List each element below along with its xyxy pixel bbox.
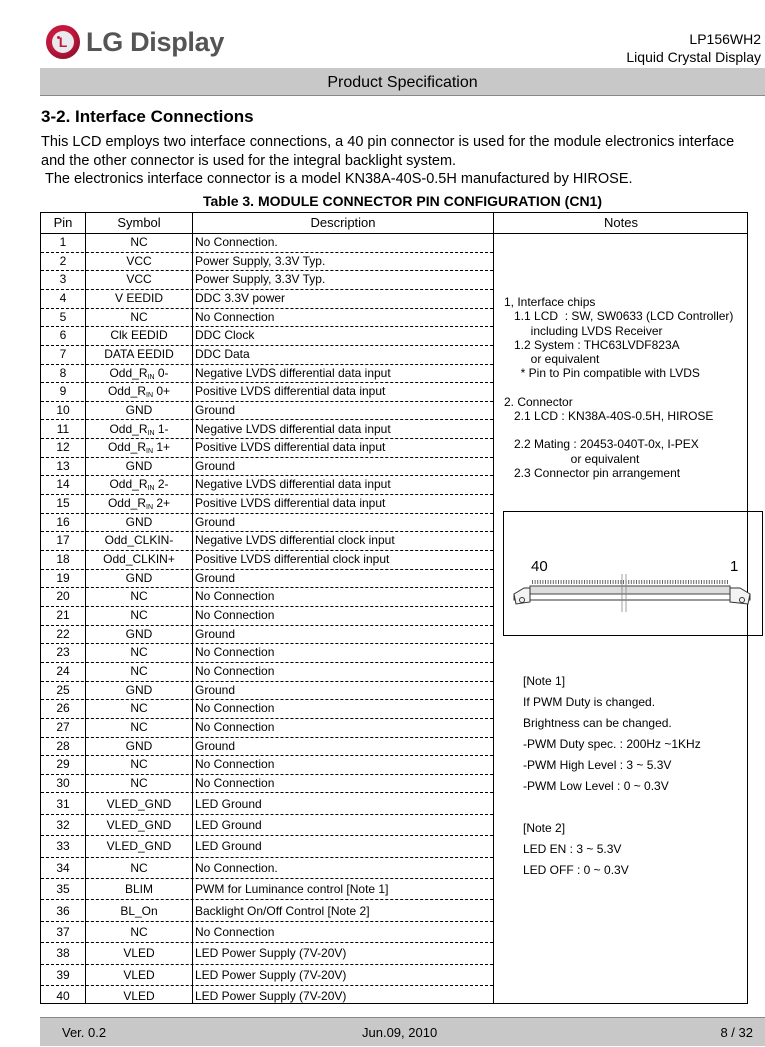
pin-number: 33 [56,839,70,854]
footer-date: Jun.09, 2010 [362,1025,438,1040]
pin-number: 21 [56,608,70,622]
lg-logo-icon: L [46,25,80,59]
pin-symbol: GND [125,458,153,473]
table-row [41,756,493,775]
pin-description: Ground [195,514,236,529]
pin-description: No Connection [195,645,275,660]
table-row [41,836,493,857]
table-row [41,421,493,440]
symbol-suffix: 1+ [153,440,171,455]
pin-description: Negative LVDS differential data input [195,365,391,380]
pin-number: 29 [56,757,70,772]
table-row [41,700,493,719]
model-block [626,30,761,66]
pin-description: Backlight On/Off Control [Note 2] [195,903,370,918]
symbol-subscript: IN [146,448,153,456]
symbol-suffix: 0+ [153,384,171,399]
table-row [41,253,493,272]
symbol-subscript: IN [147,485,155,493]
pin-symbol: NC [130,757,148,772]
note-line: -PWM High Level : 3 ~ 5.3V [523,758,672,772]
table-row [41,815,493,836]
table-row [41,570,493,589]
note-line: 2. Connector [504,394,573,409]
symbol-suffix: 2- [154,477,169,492]
table-row [41,234,493,253]
pin-description: Positive LVDS differential data input [195,440,386,455]
pin-number: 23 [56,645,70,660]
pin-number: 25 [56,682,70,697]
pin-description: LED Power Supply (7V-20V) [195,946,347,961]
pin-number: 9 [59,384,67,399]
symbol-base: Odd_R [107,496,146,511]
pin-description: No Connection [195,663,275,678]
pin-symbol: VLED_GND [106,839,172,854]
pin-number: 12 [56,440,70,455]
symbol-subscript: IN [147,373,155,381]
pin-description: No Connection [195,757,275,772]
pin-number: 10 [56,402,70,417]
table-row [41,346,493,365]
pin-description: No Connection [195,309,275,324]
pin-description: LED Ground [195,817,262,832]
table-row [41,327,493,346]
pin-symbol: NC [130,589,148,604]
pin-symbol: NC [130,775,148,790]
table-row [41,719,493,738]
model-number: LP156WH2 [689,31,761,47]
pin-number: 32 [56,817,70,832]
table-row [41,588,493,607]
symbol-subscript: IN [146,392,153,400]
symbol-suffix: 2+ [153,496,171,511]
pin-number: 39 [56,967,70,982]
header-description: Description [310,215,376,230]
pin-number: 11 [56,421,70,436]
table-row [41,644,493,663]
spec-banner: Product Specification [40,68,765,96]
pin-symbol: VCC [126,253,152,268]
note-line: [Note 2] [523,821,566,835]
pin-symbol: GND [125,514,153,529]
page-footer [40,1017,765,1046]
note-line: -PWM Duty spec. : 200Hz ~1KHz [523,737,701,751]
pin-description: No Connection [195,589,275,604]
pin-symbol: Clk EEDID [110,328,168,343]
pin-symbol: NC [130,608,148,622]
table-row [41,458,493,477]
pin-number: 31 [56,796,70,811]
table-row [41,943,493,964]
pin-description: LED Ground [195,839,262,854]
table-row [41,551,493,570]
pin-symbol: GND [125,738,153,753]
pin-description: No Connection [195,719,275,734]
pin-number: 34 [56,860,70,875]
pin-symbol: Odd_CLKIN+ [103,552,175,567]
pin-description: LED Ground [195,796,262,811]
intro-line: This LCD employs two interface connections, a 40 pin connector is used for the module electronics interface [41,134,735,150]
symbol-subscript: IN [146,504,153,512]
note-line [504,423,733,437]
pin-number: 28 [56,738,70,753]
table-row [41,682,493,701]
table-row [41,775,493,794]
notes-pwm [523,671,701,881]
pin-description: Power Supply, 3.3V Typ. [195,253,326,268]
table-row [41,271,493,290]
column-divider [493,213,494,1003]
lg-display-logo [46,25,224,59]
pin-number: 37 [56,924,70,939]
table-row [41,383,493,402]
pin-symbol: GND [125,682,153,697]
pin-description: LED Power Supply (7V-20V) [195,989,347,1004]
pin-number: 27 [56,719,70,734]
pin-description: Positive LVDS differential data input [195,496,386,511]
pin-number: 3 [59,272,67,287]
pin-symbol: VLED [123,967,155,982]
pin-symbol: GND [125,626,153,641]
table-row [41,495,493,514]
note-line: If PWM Duty is changed. [523,695,656,709]
pin-description: Ground [195,626,236,641]
pin-description: LED Power Supply (7V-20V) [195,967,347,982]
pin-number: 35 [56,882,70,897]
symbol-suffix: 1- [154,421,169,436]
pin-symbol: NC [130,645,148,660]
pin-description: PWM for Luminance control [Note 1] [195,882,389,897]
pin-symbol: BL_On [120,903,158,918]
pin-description: Ground [195,682,236,697]
pin-number: 2 [59,253,67,268]
note-line [504,381,733,395]
pin-description: Positive LVDS differential data input [195,384,386,399]
pin-description: No Connection [195,608,275,622]
note-line: Brightness can be changed. [523,716,672,730]
note-line [523,797,701,818]
symbol-suffix: 0- [154,365,169,380]
table-row [41,365,493,384]
pin-description: No Connection [195,775,275,790]
pin-symbol: DATA EEDID [104,346,174,361]
pin-symbol: NC [130,701,148,716]
pin-symbol: NC [130,719,148,734]
note-line: LED OFF : 0 ~ 0.3V [523,863,629,877]
pin-symbol: NC [130,860,148,875]
pin-number: 4 [59,290,67,305]
footer-page-number: 8 / 32 [720,1025,753,1040]
note-line: including LVDS Receiver [504,323,663,338]
table-row [41,607,493,626]
pin-description: Ground [195,738,236,753]
pin-number: 24 [56,663,70,678]
pin-symbol: Odd_CLKIN- [104,533,174,548]
table-row [41,858,493,879]
connector-diagram [503,511,763,636]
pin-symbol: VLED_GND [106,796,172,811]
pin-symbol: VLED [123,946,155,961]
pin-number: 22 [56,626,70,641]
pin-symbol: GND [125,402,153,417]
note-line: * Pin to Pin compatible with LVDS [504,366,700,381]
note-line: 1, Interface chips [504,295,596,309]
note-line: -PWM Low Level : 0 ~ 0.3V [523,779,669,793]
pin-number: 15 [56,496,70,511]
logo-text: LG Display [86,26,225,57]
note-line: 1.1 LCD : SW, SW0633 (LCD Controller) [504,309,734,324]
pin-description: No Connection [195,701,275,716]
table-row [41,439,493,458]
table-row [41,965,493,986]
pin-number: 40 [56,989,70,1004]
pin-description: Negative LVDS differential data input [195,477,391,492]
header-symbol: Symbol [117,215,161,230]
pin-number: 36 [56,903,70,918]
intro-line: The electronics interface connector is a model KN38A-40S-0.5H manufactured by HIROSE. [45,171,633,187]
pin-description: Positive LVDS differential clock input [195,552,390,567]
pin-symbol: VLED [123,989,155,1004]
pin-symbol: VCC [126,272,152,287]
table-row [41,476,493,495]
pin-number: 16 [56,514,70,529]
table-row [41,922,493,943]
table-row [41,290,493,309]
pin-number: 17 [56,533,70,548]
pin-description: Ground [195,402,236,417]
table-row [41,794,493,815]
note-line: or equivalent [504,451,640,466]
table-row [41,532,493,551]
table-title: Table 3. MODULE CONNECTOR PIN CONFIGURATION (CN1) [202,193,602,209]
intro-text [41,133,761,189]
table-row [41,879,493,900]
pin-description: Ground [195,458,236,473]
pin-symbol: NC [130,309,148,324]
pin-description: No Connection [195,924,275,939]
symbol-base: Odd_R [107,440,146,455]
pin-description: Negative LVDS differential clock input [195,533,395,548]
symbol-base: Odd_R [107,384,146,399]
note-line: 2.2 Mating : 20453-040T-0x, I-PEX [504,437,699,452]
table-header [41,213,747,234]
pin-description: Power Supply, 3.3V Typ. [195,272,326,287]
notes-interface [504,295,733,480]
pin-symbol: GND [125,570,153,585]
pin-symbol: NC [130,235,148,249]
table-row [41,901,493,922]
footer-version: Ver. 0.2 [62,1025,107,1040]
pin-number: 38 [56,946,70,961]
header-pin: Pin [53,215,73,230]
note-line: or equivalent [504,352,600,367]
note-line: LED EN : 3 ~ 5.3V [523,842,622,856]
connector-label-1: 1 [730,558,739,575]
pin-number: 5 [59,309,67,324]
table-row [41,514,493,533]
pin-number: 30 [56,775,70,790]
note-line: 2.3 Connector pin arrangement [504,465,681,480]
note-line: 1.2 System : THC63LVDF823A [504,337,680,352]
section-title: 3-2. Interface Connections [41,107,254,126]
table-row [41,663,493,682]
connector-label-40: 40 [531,558,548,575]
note-line: 2.1 LCD : KN38A-40S-0.5H, HIROSE [504,409,714,424]
pin-number: 1 [59,235,67,249]
pin-symbol: V EEDID [114,290,163,305]
pin-description: No Connection. [195,235,278,249]
pin-symbol: NC [130,663,148,678]
pin-configuration-table [40,212,748,1004]
header-notes: Notes [604,215,638,230]
pin-number: 6 [59,328,67,343]
table-row [41,309,493,328]
pin-number: 14 [56,477,70,492]
note-line: [Note 1] [523,674,566,688]
pin-description: DDC Data [195,346,250,361]
pin-number: 8 [59,365,67,380]
pin-number: 18 [56,552,70,567]
pin-number: 7 [59,346,67,361]
pin-description: No Connection. [195,860,278,875]
symbol-base: Odd_R [109,421,148,436]
pin-number: 19 [56,570,70,585]
pin-symbol: NC [130,924,148,939]
pin-description: DDC Clock [195,328,255,343]
pin-symbol: VLED_GND [106,817,172,832]
table-row [41,986,493,1006]
pin-description: DDC 3.3V power [195,290,286,305]
intro-line: and the other connector is used for the integral backlight system. [41,152,457,169]
pin-symbol: BLIM [124,882,153,897]
table-row [41,738,493,757]
pin-number: 13 [56,458,70,473]
connector-drawing [504,512,762,635]
symbol-subscript: IN [147,429,155,437]
pin-description: Ground [195,570,236,585]
symbol-base: Odd_R [109,365,148,380]
pin-number: 26 [56,701,70,716]
pin-description: Negative LVDS differential data input [195,421,391,436]
product-type: Liquid Crystal Display [626,49,761,65]
table-row [41,626,493,645]
pin-number: 20 [56,589,70,604]
table-row [41,402,493,421]
symbol-base: Odd_R [109,477,148,492]
